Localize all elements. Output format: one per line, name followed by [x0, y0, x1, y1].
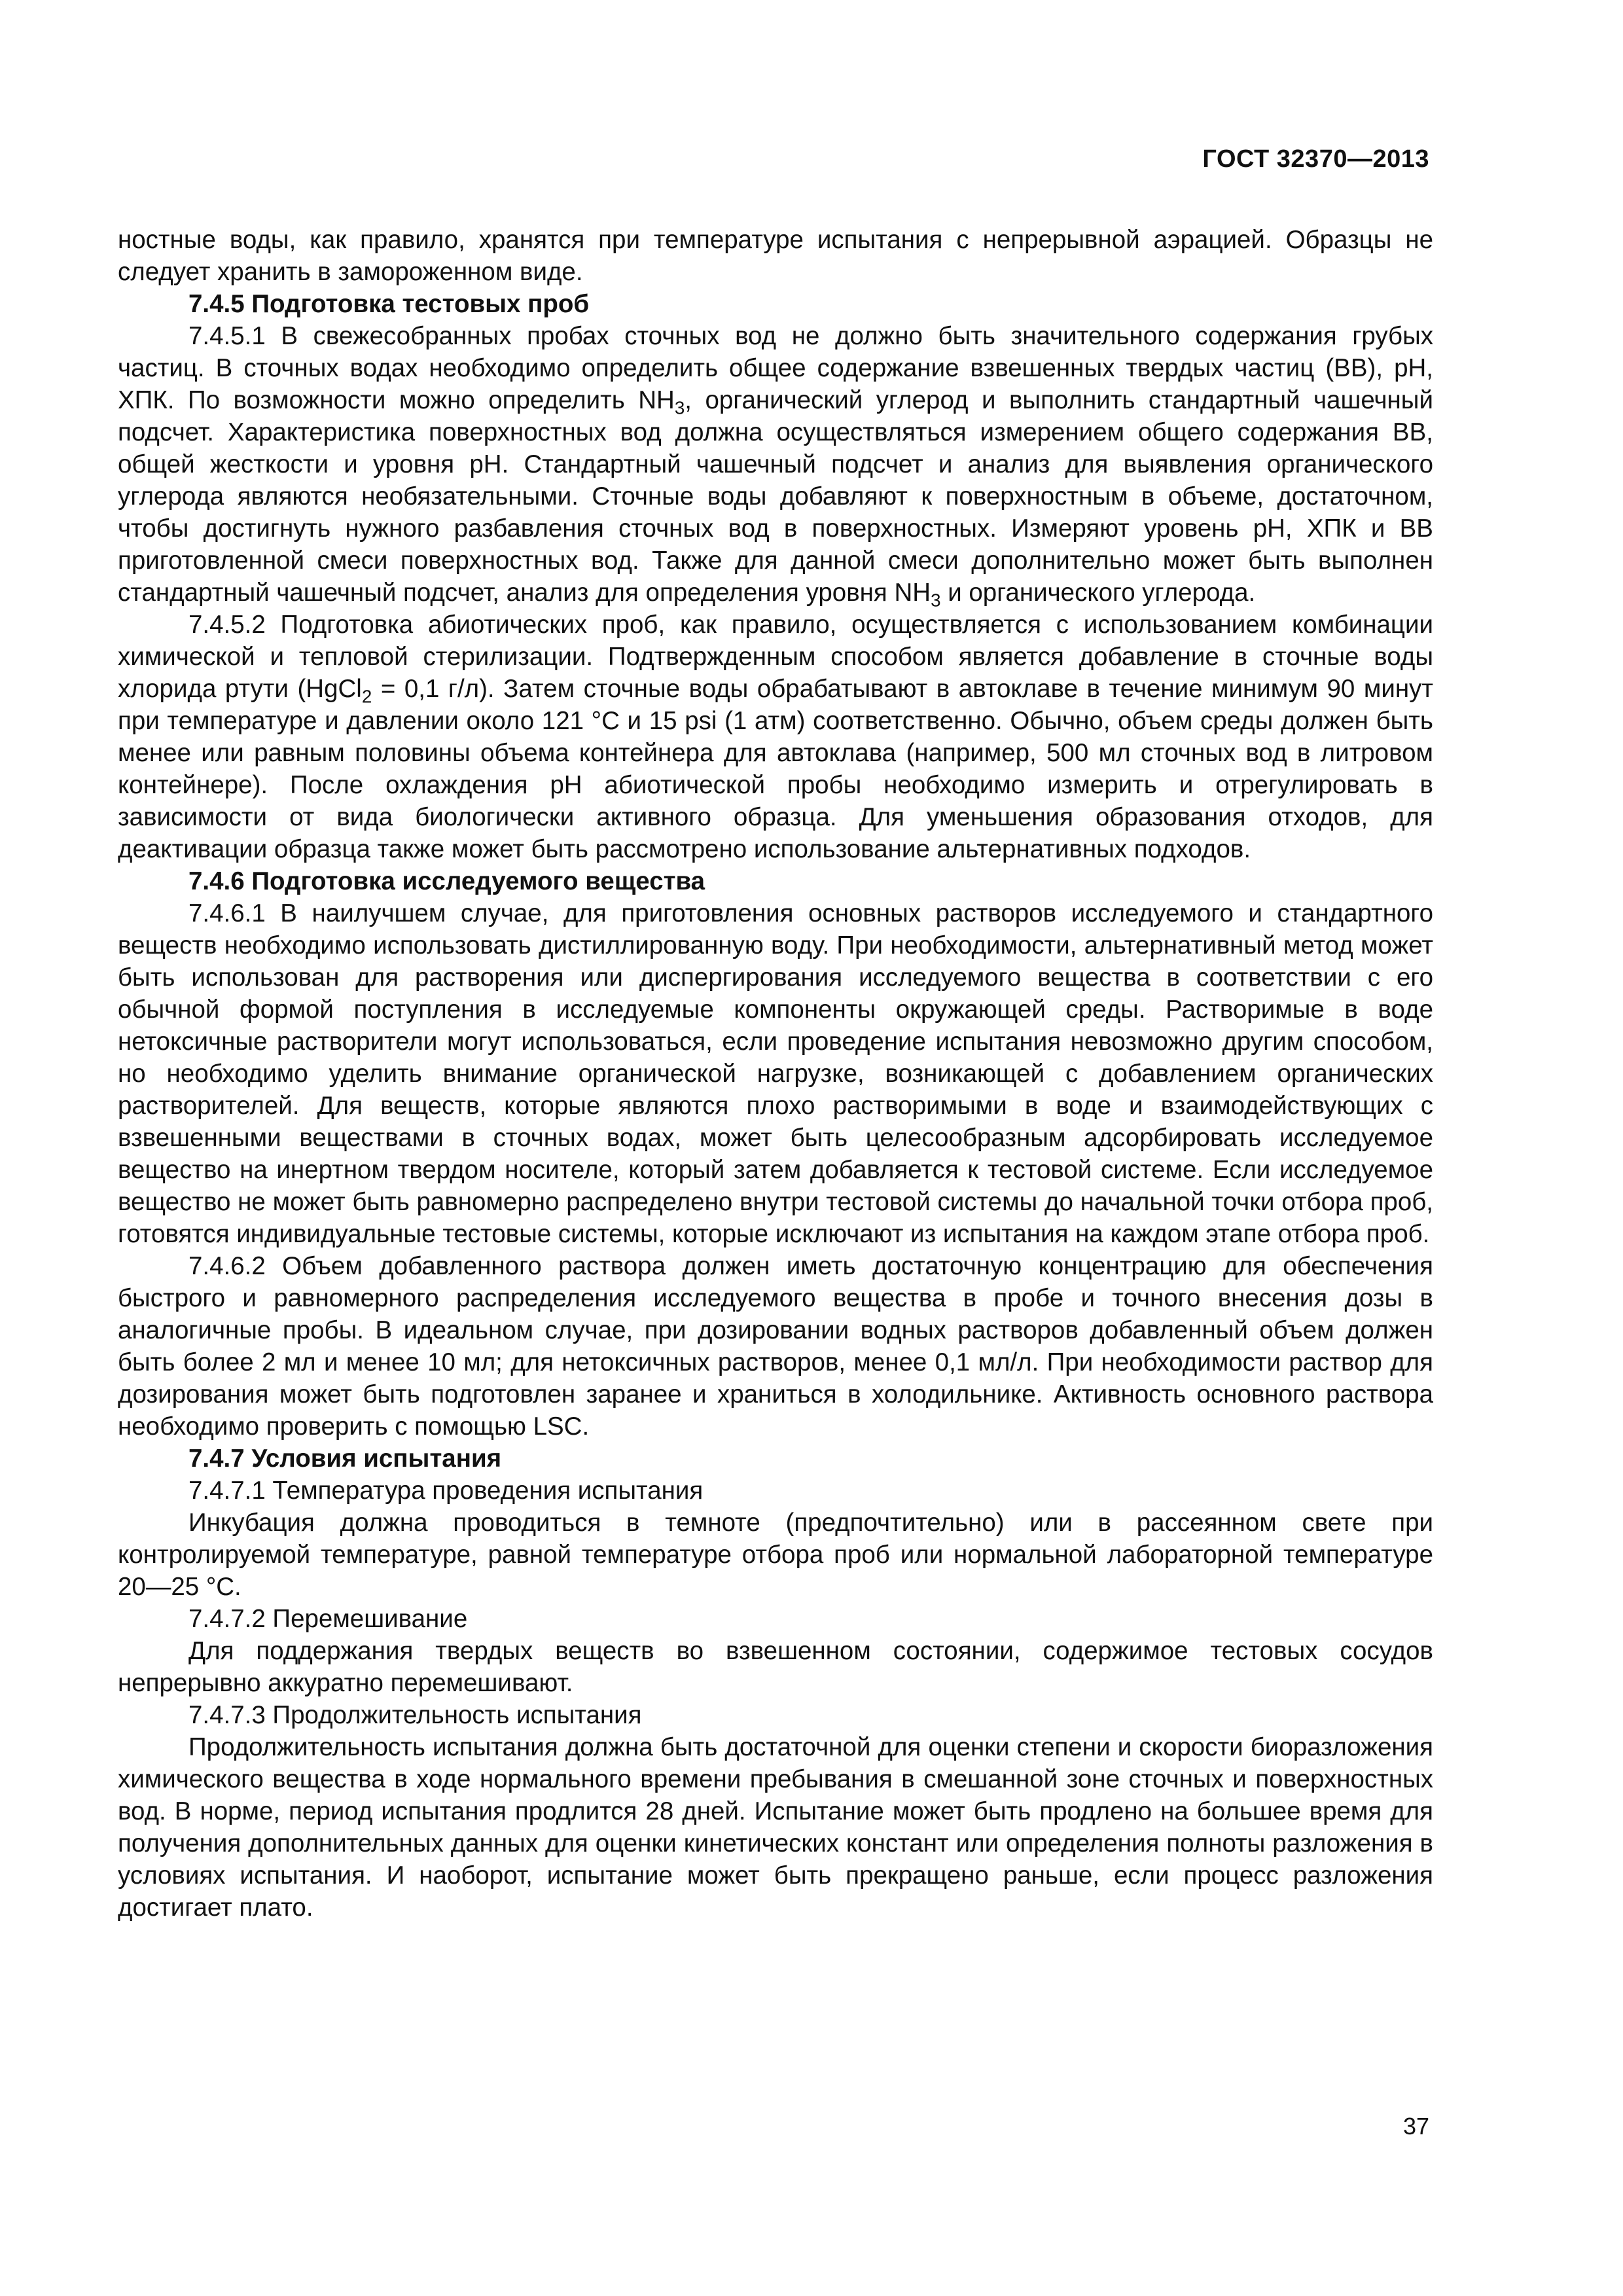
subsection-heading-7-4-7-3: 7.4.7.3 Продолжительность испытания: [188, 1701, 642, 1729]
section-heading-7-4-5: 7.4.5 Подготовка тестовых проб: [188, 290, 590, 318]
standard-header: ГОСТ 32370—2013: [1202, 145, 1429, 173]
subsection-heading-7-4-7-2: 7.4.7.2 Перемешивание: [188, 1605, 468, 1633]
text-run: 7.4.5.2 Подготовка абиотических проб, как правило, осуществляется с использованием комбинации химической и тепловой стерилизации. Подтвержденным способом является добавление в сточные воды хлорида ртути (HgCl: [118, 611, 1433, 703]
section-heading-7-4-6: 7.4.6 Подготовка исследуемого вещества: [188, 867, 705, 895]
document-body: [118, 224, 1433, 1924]
text-run: , органический углерод и выполнить стандартный чашечный подсчет. Характеристика поверхностных вод должна осуществляться измерением общего содержания ВВ, общей жесткости и уровня pH. Стандартный чашечный подсчет и анализ для выявления органического углерода являются необязательными. Сточные воды добавляют к поверхностным в объеме, достаточном, чтобы достигнуть нужного разбавления сточных вод в поверхностных. Измеряют уровень pH, ХПК и ВВ приготовленной смеси поверхностных вод. Также для данной смеси дополнительно может быть выполнен стандартный чашечный подсчет, анализ для определения уровня NH: [118, 386, 1433, 607]
subscript: 2: [361, 686, 372, 707]
paragraph-7-4-7-1: Инкубация должна проводиться в темноте (предпочтительно) или в рассеянном свете при контролируемой температуре, равной температуре отбора проб или нормальной лабораторной температуре 20—25 °С.: [118, 1509, 1433, 1601]
paragraph-7-4-5-2: [118, 609, 1433, 865]
subscript: 3: [674, 397, 685, 418]
paragraph-7-4-6-2: 7.4.6.2 Объем добавленного раствора должен иметь достаточную концентрацию для обеспечения быстрого и равномерного распределения исследуемого вещества в пробе и точного внесения дозы в аналогичные пробы. В идеальном случае, при дозировании водных растворов добавленный объем должен быть более 2 мл и менее 10 мл; для нетоксичных растворов, менее 0,1 мл/л. При необходимости раствор для дозирования может быть подготовлен заранее и храниться в холодильнике. Активность основного раствора необходимо проверить с помощью LSC.: [118, 1252, 1433, 1441]
paragraph-7-4-7-3: Продолжительность испытания должна быть достаточной для оценки степени и скорости биоразложения химического вещества в ходе нормального времени пребывания в смешанной зоне сточных и поверхностных вод. В норме, период испытания продлится 28 дней. Испытание может быть продлено на большее время для получения дополнительных данных для оценки кинетических констант или определения полноты разложения в условиях испытания. И наоборот, испытание может быть прекращено раньше, если процесс разложения достигает плато.: [118, 1733, 1433, 1922]
paragraph-7-4-6-1: 7.4.6.1 В наилучшем случае, для приготовления основных растворов исследуемого и стандартного веществ необходимо использовать дистиллированную воду. При необходимости, альтернативный метод может быть использован для растворения или диспергирования исследуемого вещества в соответствии с его обычной формой поступления в исследуемые компоненты окружающей среды. Растворимые в воде нетоксичные растворители могут использоваться, если проведение испытания невозможно другим способом, но необходимо уделить внимание органической нагрузке, возникающей с добавлением органических растворителей. Для веществ, которые являются плохо растворимыми в воде и взаимодействующих с взвешенными веществами в сточных водах, может быть целесообразным адсорбировать исследуемое вещество на инертном твердом носителе, который затем добавляется к тестовой системе. Если исследуемое вещество не может быть равномерно распределено внутри тестовой системы до начальной точки отбора проб, готовятся индивидуальные тестовые системы, которые исключают из испытания на каждом этапе отбора проб.: [118, 899, 1433, 1248]
page-number: 37: [1402, 2113, 1429, 2140]
section-heading-7-4-7: 7.4.7 Условия испытания: [188, 1444, 502, 1473]
paragraph-7-4-5-1: [118, 320, 1433, 609]
paragraph-7-4-7-2: Для поддержания твердых веществ во взвешенном состоянии, содержимое тестовых сосудов непрерывно аккуратно перемешивают.: [118, 1637, 1433, 1697]
paragraph-continuation: ностные воды, как правило, хранятся при температуре испытания с непрерывной аэрацией. Образцы не следует хранить в замороженном виде.: [118, 226, 1433, 286]
text-run: и органического углерода.: [940, 579, 1256, 607]
text-run: = 0,1 г/л). Затем сточные воды обрабатывают в автоклаве в течение минимум 90 минут при температуре и давлении около 121 °С и 15 psi (1 атм) соответственно. Обычно, объем среды должен быть менее или равным половины объема контейнера для автоклава (например, 500 мл сточных вод в литровом контейнере). После охлаждения pH абиотической пробы необходимо измерить и отрегулировать в зависимости от вида биологически активного образца. Для уменьшения образования отходов, для деактивации образца также может быть рассмотрено использование альтернативных подходов.: [118, 675, 1434, 863]
text-run: 7.4.5.1 В свежесобранных пробах сточных вод не должно быть значительного содержания грубых частиц. В сточных водах необходимо определить общее содержание взвешенных твердых частиц (ВВ), pH, ХПК. По возможности можно определить NH: [118, 322, 1433, 414]
subsection-heading-7-4-7-1: 7.4.7.1 Температура проведения испытания: [188, 1477, 704, 1505]
subscript: 3: [931, 590, 941, 611]
